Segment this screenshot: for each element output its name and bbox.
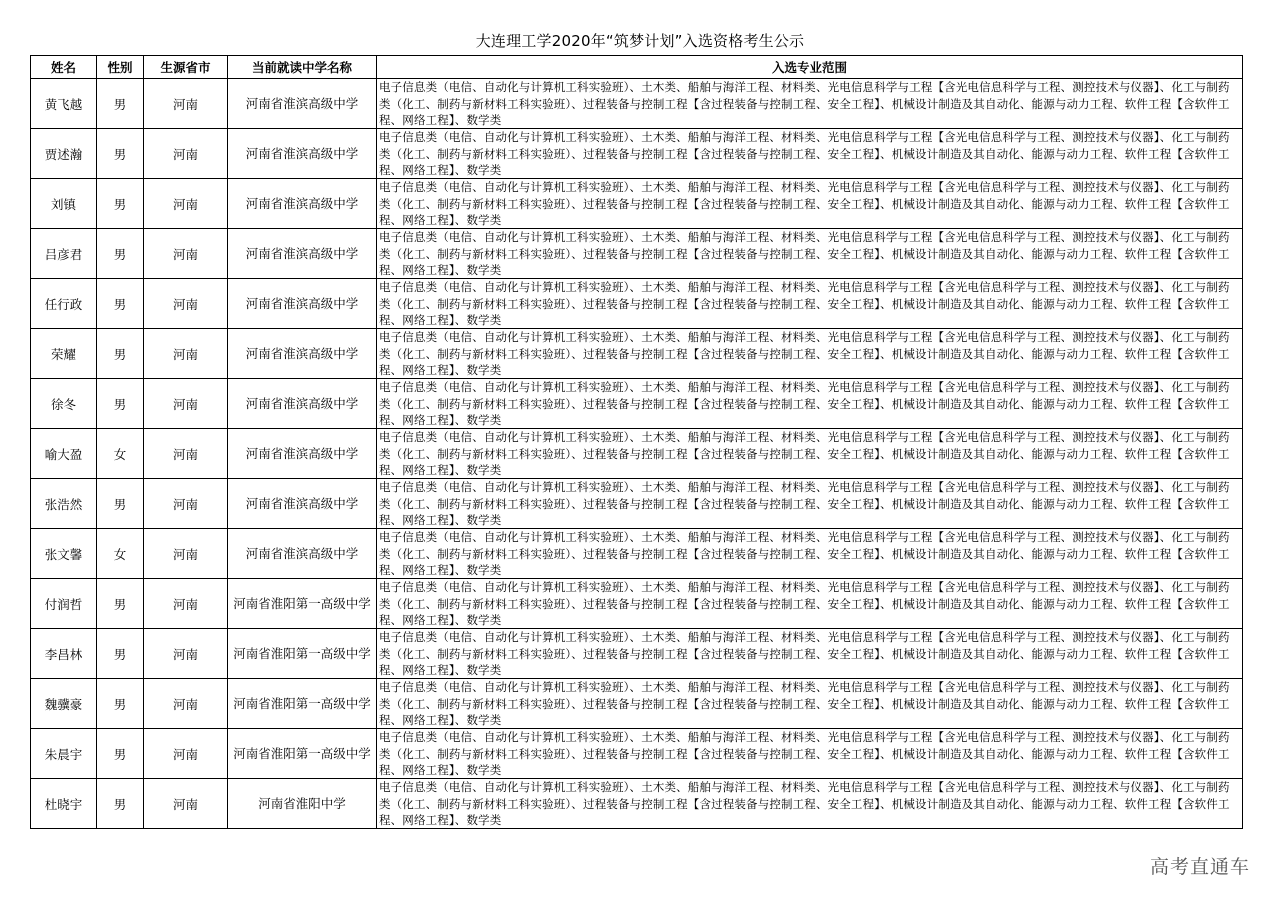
candidate-majors <box>377 579 1243 629</box>
candidate-name: 喻大盈 <box>31 429 97 479</box>
majors-text: 电子信息类（电信、自动化与计算机工科实验班）、土木类、船舶与海洋工程、材料类、光电信息科学与工程【含光电信息科学与工程、测控技术与仪器】、化工与制药类（化工、制药与新材料工科实验班）、过程装备与控制工程【含过程装备与控制工程、安全工程】、机械设计制造及其自动化、能源与动力工程、软件工程【含软件工程、网络工程】、数学类 <box>379 130 1230 178</box>
candidate-school: 河南省淮阳第一高级中学 <box>228 729 377 779</box>
table-row <box>31 579 1243 629</box>
table-row <box>31 779 1243 829</box>
candidate-province: 河南 <box>144 379 228 429</box>
majors-text: 电子信息类（电信、自动化与计算机工科实验班）、土木类、船舶与海洋工程、材料类、光电信息科学与工程【含光电信息科学与工程、测控技术与仪器】、化工与制药类（化工、制药与新材料工科实验班）、过程装备与控制工程【含过程装备与控制工程、安全工程】、机械设计制造及其自动化、能源与动力工程、软件工程【含软件工程、网络工程】、数学类 <box>379 80 1230 128</box>
candidate-name: 荣耀 <box>31 329 97 379</box>
candidate-majors <box>377 679 1243 729</box>
majors-text: 电子信息类（电信、自动化与计算机工科实验班）、土木类、船舶与海洋工程、材料类、光电信息科学与工程【含光电信息科学与工程、测控技术与仪器】、化工与制药类（化工、制药与新材料工科实验班）、过程装备与控制工程【含过程装备与控制工程、安全工程】、机械设计制造及其自动化、能源与动力工程、软件工程【含软件工程、网络工程】、数学类 <box>379 180 1230 228</box>
table-row <box>31 529 1243 579</box>
candidate-gender: 男 <box>97 329 144 379</box>
candidate-name: 刘镇 <box>31 179 97 229</box>
candidate-name: 徐冬 <box>31 379 97 429</box>
candidate-gender: 女 <box>97 429 144 479</box>
candidate-gender: 男 <box>97 379 144 429</box>
candidate-province: 河南 <box>144 129 228 179</box>
candidate-province: 河南 <box>144 579 228 629</box>
candidate-province: 河南 <box>144 329 228 379</box>
candidate-school: 河南省淮滨高级中学 <box>228 129 377 179</box>
candidate-gender: 男 <box>97 579 144 629</box>
candidate-province: 河南 <box>144 779 228 829</box>
table-row <box>31 479 1243 529</box>
document-title: 大连理工学2020年“筑梦计划”入选资格考生公示 <box>475 32 805 50</box>
candidate-province: 河南 <box>144 179 228 229</box>
candidate-name: 魏骥豪 <box>31 679 97 729</box>
candidate-gender: 男 <box>97 729 144 779</box>
candidate-province: 河南 <box>144 429 228 479</box>
candidate-name: 黄飞越 <box>31 79 97 129</box>
candidate-majors <box>377 229 1243 279</box>
table-header-row <box>31 56 1243 79</box>
candidate-province: 河南 <box>144 479 228 529</box>
candidate-name: 朱晨宇 <box>31 729 97 779</box>
candidate-majors <box>377 729 1243 779</box>
candidate-province: 河南 <box>144 529 228 579</box>
candidate-province: 河南 <box>144 279 228 329</box>
candidate-majors <box>377 779 1243 829</box>
candidate-majors <box>377 379 1243 429</box>
candidate-majors <box>377 629 1243 679</box>
candidate-gender: 男 <box>97 629 144 679</box>
majors-text: 电子信息类（电信、自动化与计算机工科实验班）、土木类、船舶与海洋工程、材料类、光电信息科学与工程【含光电信息科学与工程、测控技术与仪器】、化工与制药类（化工、制药与新材料工科实验班）、过程装备与控制工程【含过程装备与控制工程、安全工程】、机械设计制造及其自动化、能源与动力工程、软件工程【含软件工程、网络工程】、数学类 <box>379 580 1230 628</box>
majors-text: 电子信息类（电信、自动化与计算机工科实验班）、土木类、船舶与海洋工程、材料类、光电信息科学与工程【含光电信息科学与工程、测控技术与仪器】、化工与制药类（化工、制药与新材料工科实验班）、过程装备与控制工程【含过程装备与控制工程、安全工程】、机械设计制造及其自动化、能源与动力工程、软件工程【含软件工程、网络工程】、数学类 <box>379 280 1230 328</box>
candidate-gender: 男 <box>97 679 144 729</box>
candidate-school: 河南省淮滨高级中学 <box>228 529 377 579</box>
candidate-name: 李昌林 <box>31 629 97 679</box>
table-row <box>31 329 1243 379</box>
majors-text: 电子信息类（电信、自动化与计算机工科实验班）、土木类、船舶与海洋工程、材料类、光电信息科学与工程【含光电信息科学与工程、测控技术与仪器】、化工与制药类（化工、制药与新材料工科实验班）、过程装备与控制工程【含过程装备与控制工程、安全工程】、机械设计制造及其自动化、能源与动力工程、软件工程【含软件工程、网络工程】、数学类 <box>379 780 1230 828</box>
majors-text: 电子信息类（电信、自动化与计算机工科实验班）、土木类、船舶与海洋工程、材料类、光电信息科学与工程【含光电信息科学与工程、测控技术与仪器】、化工与制药类（化工、制药与新材料工科实验班）、过程装备与控制工程【含过程装备与控制工程、安全工程】、机械设计制造及其自动化、能源与动力工程、软件工程【含软件工程、网络工程】、数学类 <box>379 230 1230 278</box>
candidate-name: 任行政 <box>31 279 97 329</box>
candidate-gender: 男 <box>97 279 144 329</box>
candidate-school: 河南省淮滨高级中学 <box>228 79 377 129</box>
table-row <box>31 279 1243 329</box>
candidate-gender: 男 <box>97 479 144 529</box>
candidate-school: 河南省淮滨高级中学 <box>228 229 377 279</box>
table-row <box>31 429 1243 479</box>
table-row <box>31 729 1243 779</box>
header-name: 姓名 <box>31 56 97 79</box>
header-gender: 性别 <box>97 56 144 79</box>
candidate-school: 河南省淮滨高级中学 <box>228 429 377 479</box>
candidate-name: 张文馨 <box>31 529 97 579</box>
candidate-school: 河南省淮滨高级中学 <box>228 179 377 229</box>
table-row <box>31 379 1243 429</box>
majors-text: 电子信息类（电信、自动化与计算机工科实验班）、土木类、船舶与海洋工程、材料类、光电信息科学与工程【含光电信息科学与工程、测控技术与仪器】、化工与制药类（化工、制药与新材料工科实验班）、过程装备与控制工程【含过程装备与控制工程、安全工程】、机械设计制造及其自动化、能源与动力工程、软件工程【含软件工程、网络工程】、数学类 <box>379 480 1230 528</box>
header-majors: 入选专业范围 <box>377 56 1243 79</box>
candidate-gender: 男 <box>97 779 144 829</box>
header-province: 生源省市 <box>144 56 228 79</box>
table-row <box>31 629 1243 679</box>
candidate-gender: 女 <box>97 529 144 579</box>
candidate-school: 河南省淮阳第一高级中学 <box>228 579 377 629</box>
table-body <box>31 79 1243 829</box>
candidate-gender: 男 <box>97 229 144 279</box>
candidate-name: 付润哲 <box>31 579 97 629</box>
majors-text: 电子信息类（电信、自动化与计算机工科实验班）、土木类、船舶与海洋工程、材料类、光电信息科学与工程【含光电信息科学与工程、测控技术与仪器】、化工与制药类（化工、制药与新材料工科实验班）、过程装备与控制工程【含过程装备与控制工程、安全工程】、机械设计制造及其自动化、能源与动力工程、软件工程【含软件工程、网络工程】、数学类 <box>379 430 1230 478</box>
majors-text: 电子信息类（电信、自动化与计算机工科实验班）、土木类、船舶与海洋工程、材料类、光电信息科学与工程【含光电信息科学与工程、测控技术与仪器】、化工与制药类（化工、制药与新材料工科实验班）、过程装备与控制工程【含过程装备与控制工程、安全工程】、机械设计制造及其自动化、能源与动力工程、软件工程【含软件工程、网络工程】、数学类 <box>379 530 1230 578</box>
watermark-text: 高考直通车 <box>1149 856 1250 878</box>
candidate-majors <box>377 179 1243 229</box>
table-row <box>31 79 1243 129</box>
header-school: 当前就读中学名称 <box>228 56 377 79</box>
majors-text: 电子信息类（电信、自动化与计算机工科实验班）、土木类、船舶与海洋工程、材料类、光电信息科学与工程【含光电信息科学与工程、测控技术与仪器】、化工与制药类（化工、制药与新材料工科实验班）、过程装备与控制工程【含过程装备与控制工程、安全工程】、机械设计制造及其自动化、能源与动力工程、软件工程【含软件工程、网络工程】、数学类 <box>379 380 1230 428</box>
table-row <box>31 179 1243 229</box>
candidate-school: 河南省淮滨高级中学 <box>228 329 377 379</box>
candidate-majors <box>377 129 1243 179</box>
candidate-table <box>30 55 1243 829</box>
candidate-province: 河南 <box>144 679 228 729</box>
majors-text: 电子信息类（电信、自动化与计算机工科实验班）、土木类、船舶与海洋工程、材料类、光电信息科学与工程【含光电信息科学与工程、测控技术与仪器】、化工与制药类（化工、制药与新材料工科实验班）、过程装备与控制工程【含过程装备与控制工程、安全工程】、机械设计制造及其自动化、能源与动力工程、软件工程【含软件工程、网络工程】、数学类 <box>379 730 1230 778</box>
candidate-name: 吕彦君 <box>31 229 97 279</box>
candidate-majors <box>377 79 1243 129</box>
candidate-gender: 男 <box>97 79 144 129</box>
candidate-majors <box>377 329 1243 379</box>
candidate-province: 河南 <box>144 229 228 279</box>
candidate-school: 河南省淮阳第一高级中学 <box>228 679 377 729</box>
candidate-gender: 男 <box>97 129 144 179</box>
candidate-name: 杜晓宇 <box>31 779 97 829</box>
majors-text: 电子信息类（电信、自动化与计算机工科实验班）、土木类、船舶与海洋工程、材料类、光电信息科学与工程【含光电信息科学与工程、测控技术与仪器】、化工与制药类（化工、制药与新材料工科实验班）、过程装备与控制工程【含过程装备与控制工程、安全工程】、机械设计制造及其自动化、能源与动力工程、软件工程【含软件工程、网络工程】、数学类 <box>379 630 1230 678</box>
candidate-school: 河南省淮阳第一高级中学 <box>228 629 377 679</box>
candidate-school: 河南省淮滨高级中学 <box>228 479 377 529</box>
table-row <box>31 229 1243 279</box>
candidate-majors <box>377 479 1243 529</box>
majors-text: 电子信息类（电信、自动化与计算机工科实验班）、土木类、船舶与海洋工程、材料类、光电信息科学与工程【含光电信息科学与工程、测控技术与仪器】、化工与制药类（化工、制药与新材料工科实验班）、过程装备与控制工程【含过程装备与控制工程、安全工程】、机械设计制造及其自动化、能源与动力工程、软件工程【含软件工程、网络工程】、数学类 <box>379 330 1230 378</box>
table-row <box>31 129 1243 179</box>
candidate-school: 河南省淮滨高级中学 <box>228 279 377 329</box>
candidate-school: 河南省淮滨高级中学 <box>228 379 377 429</box>
candidate-province: 河南 <box>144 729 228 779</box>
candidate-name: 张浩然 <box>31 479 97 529</box>
candidate-majors <box>377 279 1243 329</box>
candidate-name: 贾述瀚 <box>31 129 97 179</box>
candidate-majors <box>377 429 1243 479</box>
table-row <box>31 679 1243 729</box>
majors-text: 电子信息类（电信、自动化与计算机工科实验班）、土木类、船舶与海洋工程、材料类、光电信息科学与工程【含光电信息科学与工程、测控技术与仪器】、化工与制药类（化工、制药与新材料工科实验班）、过程装备与控制工程【含过程装备与控制工程、安全工程】、机械设计制造及其自动化、能源与动力工程、软件工程【含软件工程、网络工程】、数学类 <box>379 680 1230 728</box>
candidate-majors <box>377 529 1243 579</box>
candidate-province: 河南 <box>144 79 228 129</box>
candidate-school: 河南省淮阳中学 <box>228 779 377 829</box>
candidate-gender: 男 <box>97 179 144 229</box>
candidate-province: 河南 <box>144 629 228 679</box>
